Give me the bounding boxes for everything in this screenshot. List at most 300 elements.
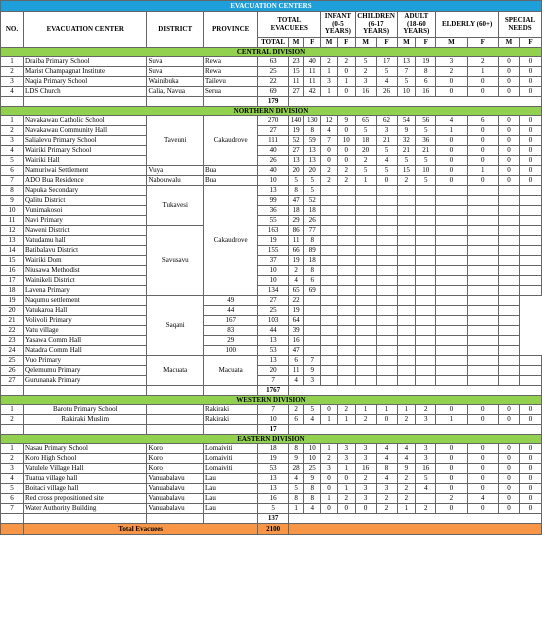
district-cell: Taveuni	[147, 116, 204, 166]
value-cell: 10	[337, 136, 355, 146]
row-no: 6	[1, 166, 24, 176]
value-cell: 0	[499, 116, 520, 126]
total-cell: 69	[258, 87, 288, 97]
grand-total-blank	[1, 524, 24, 535]
value-cell: 1	[321, 494, 338, 504]
value-cell: 3	[321, 77, 338, 87]
value-cell	[376, 226, 397, 236]
value-cell: 6	[288, 415, 304, 425]
value-cell	[337, 336, 355, 346]
table-row	[1, 276, 542, 286]
value-cell	[519, 216, 541, 226]
total-cell: 13	[258, 474, 288, 484]
value-cell	[436, 336, 467, 346]
value-cell	[436, 196, 467, 206]
value-cell: 2	[337, 176, 355, 186]
value-cell: 19	[288, 256, 304, 266]
value-cell	[304, 326, 321, 336]
value-cell: 1	[436, 126, 467, 136]
table-row	[1, 346, 542, 356]
value-cell: 3	[337, 444, 355, 454]
value-cell: 4	[436, 116, 467, 126]
value-cell: 1	[397, 504, 416, 514]
table-row	[1, 444, 542, 454]
value-cell: 140	[288, 116, 304, 126]
value-cell	[416, 366, 436, 376]
value-cell	[416, 376, 436, 386]
value-cell: 0	[467, 146, 498, 156]
value-cell: 52	[288, 136, 304, 146]
subtotal-row	[1, 425, 542, 435]
value-cell	[355, 326, 376, 336]
value-cell: 13	[304, 156, 321, 166]
value-cell: 11	[288, 236, 304, 246]
subtotal-value: 179	[258, 97, 288, 107]
value-cell	[416, 236, 436, 246]
district-cell: Koro	[147, 464, 204, 474]
value-cell	[436, 266, 467, 276]
value-cell: 4	[376, 77, 397, 87]
row-no: 5	[1, 156, 24, 166]
total-cell: 270	[258, 116, 288, 126]
province-cell: Lomaiviti	[203, 454, 257, 464]
value-cell	[321, 366, 338, 376]
table-row	[1, 156, 542, 166]
value-cell	[467, 286, 498, 296]
value-cell	[397, 246, 416, 256]
table-row	[1, 216, 542, 226]
value-cell: 65	[288, 286, 304, 296]
value-cell: 15	[397, 166, 416, 176]
value-cell: 0	[499, 504, 520, 514]
value-cell	[376, 366, 397, 376]
center-name: Vatulele Village Hall	[24, 464, 147, 474]
value-cell: 0	[467, 136, 498, 146]
value-cell: 13	[304, 146, 321, 156]
value-cell: 0	[519, 57, 541, 67]
subheader-f: F	[519, 38, 541, 48]
header-no: NO.	[1, 12, 24, 48]
value-cell: 103	[258, 316, 288, 326]
center-name: Wairiki Primary School	[24, 146, 147, 156]
row-no: 4	[1, 87, 24, 97]
grand-total-label: Total Evacuees	[24, 524, 258, 535]
value-cell	[397, 216, 416, 226]
value-cell: 0	[337, 87, 355, 97]
table-body	[1, 48, 542, 524]
table-row	[1, 77, 542, 87]
value-cell: 5	[288, 484, 304, 494]
value-cell: 3	[416, 444, 436, 454]
value-cell	[436, 226, 467, 236]
value-cell	[416, 296, 436, 306]
center-name: Volivoli Primary	[24, 316, 147, 326]
province-cell: Cakaudrove	[203, 116, 257, 166]
value-cell	[337, 276, 355, 286]
value-cell: 4	[397, 454, 416, 464]
value-cell	[436, 376, 467, 386]
value-cell: 15	[288, 67, 304, 77]
center-name: Naqumu settlement	[24, 296, 147, 306]
value-cell: 2	[355, 415, 376, 425]
center-name: Draiba Primary School	[24, 57, 147, 67]
province-cell: Rakiraki	[203, 415, 257, 425]
value-cell: 25	[258, 306, 288, 316]
table-row	[1, 326, 542, 336]
value-cell	[416, 266, 436, 276]
header-infant: INFANT (0-5 YEARS)	[321, 12, 356, 38]
value-cell	[436, 236, 467, 246]
value-cell: 5	[355, 126, 376, 136]
value-cell: 2	[288, 405, 304, 415]
value-cell: 69	[304, 286, 321, 296]
value-cell: 26	[304, 216, 321, 226]
center-name: Red cross prepositioned site	[24, 494, 147, 504]
district-cell: Vanuabalavu	[147, 504, 204, 514]
total-cell: 10	[258, 176, 288, 186]
value-cell: 0	[467, 126, 498, 136]
value-cell: 21	[416, 146, 436, 156]
center-name: Napuka Secondary	[24, 186, 147, 196]
value-cell: 2	[355, 156, 376, 166]
total-cell: 63	[258, 57, 288, 67]
value-cell	[321, 376, 338, 386]
value-cell: 0	[499, 87, 520, 97]
total-cell: 10	[258, 415, 288, 425]
value-cell	[467, 276, 498, 286]
center-name: Naqia Primary School	[24, 77, 147, 87]
value-cell	[397, 336, 416, 346]
center-name: Nasau Primary School	[24, 444, 147, 454]
value-cell: 39	[288, 326, 304, 336]
header-adult: ADULT (18-60 YEARS)	[397, 12, 436, 38]
total-cell: 19	[258, 236, 288, 246]
value-cell: 2	[321, 454, 338, 464]
district-cell: Koro	[147, 454, 204, 464]
value-cell	[416, 216, 436, 226]
value-cell	[467, 296, 498, 306]
row-no: 12	[1, 226, 24, 236]
value-cell: 0	[436, 146, 467, 156]
value-cell	[376, 376, 397, 386]
value-cell: 0	[467, 464, 498, 474]
value-cell: 2	[288, 266, 304, 276]
value-cell	[416, 186, 436, 196]
row-no: 18	[1, 286, 24, 296]
value-cell: 2	[355, 67, 376, 77]
value-cell: 8	[304, 236, 321, 246]
value-cell: 2	[337, 494, 355, 504]
value-cell: 59	[304, 136, 321, 146]
value-cell	[416, 306, 436, 316]
value-cell	[304, 306, 321, 316]
value-cell: 16	[355, 464, 376, 474]
value-cell: 89	[304, 246, 321, 256]
value-cell: 0	[499, 176, 520, 186]
value-cell	[321, 346, 338, 356]
value-cell	[467, 216, 498, 226]
value-cell	[467, 316, 498, 326]
table-row	[1, 67, 542, 77]
value-cell	[467, 326, 498, 336]
value-cell	[376, 186, 397, 196]
value-cell	[416, 286, 436, 296]
value-cell	[321, 236, 338, 246]
table-row	[1, 376, 542, 386]
value-cell: 4	[304, 504, 321, 514]
province-cell: Bua	[203, 166, 257, 176]
value-cell	[376, 196, 397, 206]
value-cell	[321, 246, 338, 256]
grand-total-filler	[288, 524, 541, 535]
value-cell	[337, 266, 355, 276]
value-cell: 1	[376, 405, 397, 415]
subtotal-value: 137	[258, 514, 288, 524]
district-cell: Calia, Navua	[147, 87, 204, 97]
district-cell: Vanuabalavu	[147, 474, 204, 484]
value-cell: 65	[355, 116, 376, 126]
table-row	[1, 336, 542, 346]
value-cell: 22	[288, 296, 304, 306]
value-cell: 44	[258, 326, 288, 336]
table-row	[1, 136, 542, 146]
value-cell	[355, 336, 376, 346]
value-cell: 53	[258, 346, 288, 356]
total-cell: 22	[258, 77, 288, 87]
value-cell	[519, 256, 541, 266]
value-cell: 3	[337, 454, 355, 464]
value-cell: 1	[467, 67, 498, 77]
value-cell: 4	[376, 474, 397, 484]
value-cell: 0	[337, 67, 355, 77]
center-name: Boitaci village hall	[24, 484, 147, 494]
value-cell	[416, 206, 436, 216]
row-no: 1	[1, 116, 24, 126]
value-cell	[355, 206, 376, 216]
value-cell	[499, 336, 520, 346]
value-cell: 5	[355, 166, 376, 176]
value-cell: 1	[321, 444, 338, 454]
province-cell: Serua	[203, 87, 257, 97]
value-cell: 0	[499, 405, 520, 415]
value-cell	[499, 296, 520, 306]
value-cell: 3	[436, 57, 467, 67]
value-cell	[499, 286, 520, 296]
subheader-m: M	[321, 38, 338, 48]
value-cell	[337, 206, 355, 216]
total-cell: 134	[258, 286, 288, 296]
value-cell: 2	[467, 57, 498, 67]
value-cell: 0	[337, 474, 355, 484]
header-province: PROVINCE	[203, 12, 257, 48]
value-cell: 2	[321, 166, 338, 176]
value-cell	[397, 286, 416, 296]
subheader-f: F	[376, 38, 397, 48]
total-cell: 10	[258, 266, 288, 276]
value-cell	[321, 316, 338, 326]
value-cell	[397, 346, 416, 356]
value-cell: 18	[304, 206, 321, 216]
value-cell: 4	[288, 474, 304, 484]
value-cell: 3	[416, 454, 436, 464]
value-cell	[337, 236, 355, 246]
row-no: 11	[1, 216, 24, 226]
value-cell	[376, 246, 397, 256]
value-cell	[467, 226, 498, 236]
value-cell	[397, 366, 416, 376]
value-cell	[416, 316, 436, 326]
value-cell: 0	[499, 156, 520, 166]
value-cell: 18	[304, 256, 321, 266]
table-row	[1, 126, 542, 136]
grand-total-value: 2100	[258, 524, 288, 535]
value-cell	[499, 306, 520, 316]
value-cell	[467, 336, 498, 346]
value-cell	[337, 316, 355, 326]
value-cell: 0	[519, 484, 541, 494]
row-no: 5	[1, 484, 24, 494]
value-cell	[304, 316, 321, 326]
value-cell	[416, 256, 436, 266]
header-children: CHILDREN (6-17 YEARS)	[355, 12, 397, 38]
value-cell	[337, 296, 355, 306]
value-cell: 0	[321, 405, 338, 415]
table-row	[1, 306, 542, 316]
total-cell: 16	[258, 494, 288, 504]
center-name: Vuo Primary	[24, 356, 147, 366]
value-cell	[499, 256, 520, 266]
value-cell: 0	[321, 484, 338, 494]
value-cell	[397, 326, 416, 336]
value-cell	[436, 316, 467, 326]
value-cell	[397, 236, 416, 246]
value-cell	[467, 256, 498, 266]
value-cell	[376, 206, 397, 216]
value-cell: 0	[467, 77, 498, 87]
table-row	[1, 166, 542, 176]
value-cell: 0	[519, 464, 541, 474]
center-name: Navakawau Catholic School	[24, 116, 147, 126]
value-cell	[337, 306, 355, 316]
district-cell: Vanuabalavu	[147, 494, 204, 504]
value-cell	[416, 246, 436, 256]
table-row	[1, 474, 542, 484]
value-cell	[416, 346, 436, 356]
value-cell	[519, 366, 541, 376]
value-cell: 0	[499, 444, 520, 454]
value-cell: 8	[304, 266, 321, 276]
total-cell: 44	[203, 306, 257, 316]
center-name: Marist Champagnat Institute	[24, 67, 147, 77]
value-cell: 0	[436, 77, 467, 87]
value-cell: 2	[436, 494, 467, 504]
value-cell: 4	[467, 494, 498, 504]
value-cell: 3	[304, 376, 321, 386]
value-cell	[519, 186, 541, 196]
value-cell: 2	[416, 504, 436, 514]
value-cell: 0	[499, 464, 520, 474]
value-cell: 17	[376, 57, 397, 67]
value-cell: 1	[337, 464, 355, 474]
value-cell: 4	[397, 444, 416, 454]
value-cell	[436, 296, 467, 306]
value-cell: 0	[499, 484, 520, 494]
value-cell: 28	[288, 464, 304, 474]
row-no: 17	[1, 276, 24, 286]
value-cell	[499, 276, 520, 286]
center-name: Vunimakosoi	[24, 206, 147, 216]
value-cell: 0	[436, 136, 467, 146]
value-cell: 0	[337, 156, 355, 166]
value-cell	[376, 216, 397, 226]
value-cell: 0	[436, 474, 467, 484]
total-cell: 36	[258, 206, 288, 216]
center-name: Namuriwai Settlement	[24, 166, 147, 176]
center-name: Lavena Primary	[24, 286, 147, 296]
subheader-f: F	[416, 38, 436, 48]
table-row	[1, 356, 542, 366]
row-no: 25	[1, 356, 24, 366]
value-cell: 4	[376, 444, 397, 454]
value-cell: 19	[288, 126, 304, 136]
table-row	[1, 116, 542, 126]
value-cell: 8	[304, 484, 321, 494]
center-name: Navi Primary	[24, 216, 147, 226]
value-cell: 130	[304, 116, 321, 126]
value-cell	[397, 226, 416, 236]
value-cell: 0	[519, 405, 541, 415]
value-cell	[337, 366, 355, 376]
value-cell	[321, 266, 338, 276]
row-no: 3	[1, 136, 24, 146]
value-cell: 3	[321, 464, 338, 474]
value-cell	[304, 296, 321, 306]
row-no: 7	[1, 176, 24, 186]
value-cell: 4	[416, 484, 436, 494]
table-row	[1, 266, 542, 276]
value-cell: 27	[288, 87, 304, 97]
subtotal-row	[1, 514, 542, 524]
value-cell: 0	[499, 474, 520, 484]
value-cell: 5	[416, 474, 436, 484]
value-cell	[499, 266, 520, 276]
value-cell: 0	[321, 474, 338, 484]
value-cell: 1	[321, 67, 338, 77]
district-cell: Vanuabalavu	[147, 484, 204, 494]
value-cell	[499, 226, 520, 236]
value-cell: 8	[288, 444, 304, 454]
value-cell	[397, 296, 416, 306]
value-cell	[304, 346, 321, 356]
value-cell	[397, 256, 416, 266]
value-cell: 1	[436, 415, 467, 425]
table-row	[1, 454, 542, 464]
value-cell: 4	[376, 156, 397, 166]
value-cell: 7	[397, 67, 416, 77]
value-cell	[355, 346, 376, 356]
value-cell	[337, 256, 355, 266]
value-cell: 62	[376, 116, 397, 126]
value-cell	[467, 206, 498, 216]
value-cell: 0	[467, 415, 498, 425]
row-no: 23	[1, 336, 24, 346]
value-cell: 3	[355, 77, 376, 87]
division-header: EASTERN DIVISION	[1, 435, 542, 444]
value-cell: 1	[355, 405, 376, 415]
value-cell	[436, 256, 467, 266]
district-cell	[147, 405, 204, 415]
center-name: Water Authority Building	[24, 504, 147, 514]
